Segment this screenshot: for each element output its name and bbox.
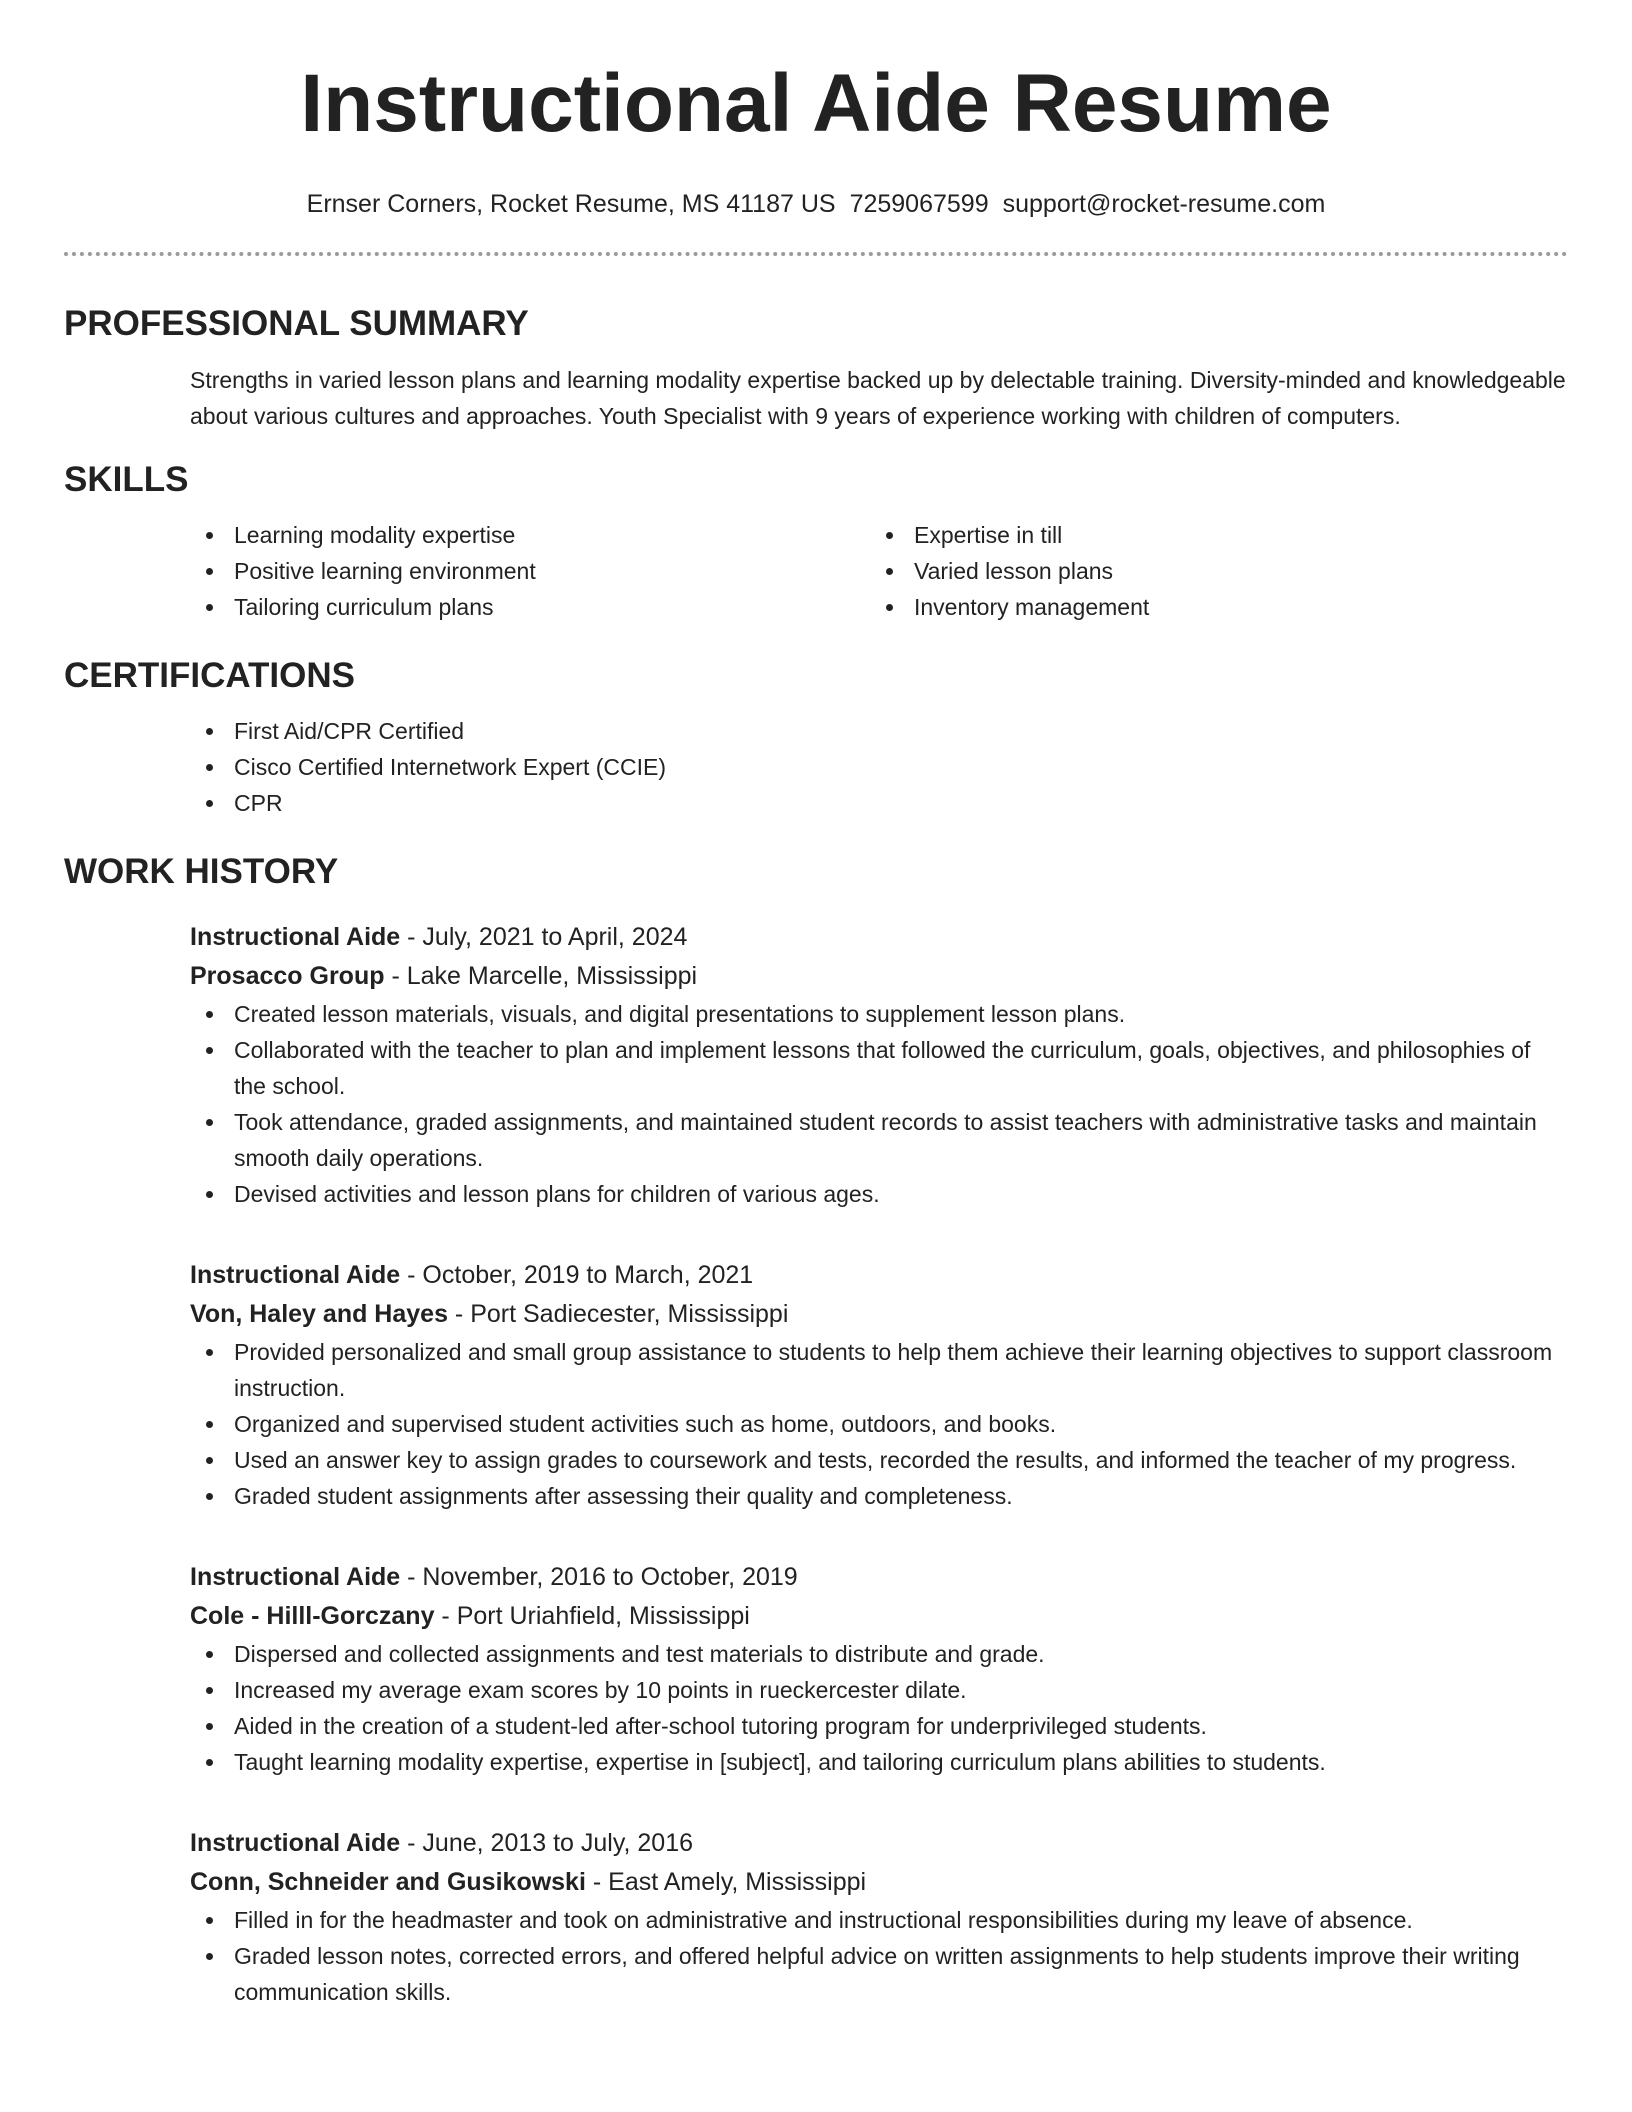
job-role: Instructional Aide [190, 1261, 401, 1289]
certification-item: Cisco Certified Internetwork Expert (CCIE) [190, 749, 1568, 785]
job-bullet: Collaborated with the teacher to plan and implement lessons that followed the curriculum, goals, objectives, and philosophies of the school. [190, 1032, 1568, 1104]
contact-email: support@rocket-resume.com [1002, 190, 1326, 218]
work-history-heading: WORK HISTORY [64, 852, 339, 891]
job-dates: - October, 2019 to March, 2021 [400, 1261, 754, 1289]
contact-line [64, 188, 1568, 220]
job-bullet: Provided personalized and small group assistance to students to help them achieve their learning objectives to support classroom instruction. [190, 1334, 1568, 1406]
job-dates: - July, 2021 to April, 2024 [400, 923, 688, 951]
job-company: Conn, Schneider and Gusikowski [190, 1868, 586, 1896]
job-bullet: Graded student assignments after assessing their quality and completeness. [190, 1478, 1568, 1514]
job-entry [190, 1256, 1568, 1514]
job-location: - East Amely, Mississippi [585, 1868, 867, 1896]
summary-heading: PROFESSIONAL SUMMARY [64, 304, 529, 343]
skills-list [190, 517, 1568, 625]
contact-phone: 7259067599 [849, 190, 989, 218]
job-company: Cole - Hilll-Gorczany [190, 1602, 435, 1630]
job-dates: - November, 2016 to October, 2019 [400, 1563, 798, 1591]
skill-item: Expertise in till [870, 517, 1550, 553]
job-company-line [190, 1597, 1568, 1636]
job-company-line [190, 957, 1568, 996]
job-role: Instructional Aide [190, 1563, 401, 1591]
job-location: - Port Sadiecester, Mississippi [447, 1300, 789, 1328]
job-title-line [190, 1256, 1568, 1295]
job-bullet: Dispersed and collected assignments and test materials to distribute and grade. [190, 1636, 1568, 1672]
job-location: - Port Uriahfield, Mississippi [434, 1602, 750, 1630]
job-bullet: Increased my average exam scores by 10 points in rueckercester dilate. [190, 1672, 1568, 1708]
job-title-line [190, 1824, 1568, 1863]
job-bullets [190, 1334, 1568, 1514]
contact-address: Ernser Corners, Rocket Resume, MS 41187 US [306, 190, 836, 218]
job-role: Instructional Aide [190, 923, 401, 951]
job-bullet: Aided in the creation of a student-led after-school tutoring program for underprivileged students. [190, 1708, 1568, 1744]
job-title-line [190, 918, 1568, 957]
skill-item: Positive learning environment [190, 553, 870, 589]
job-role: Instructional Aide [190, 1829, 401, 1857]
skill-item: Varied lesson plans [870, 553, 1550, 589]
job-bullets [190, 1902, 1568, 2010]
skill-item: Inventory management [870, 589, 1550, 625]
skills-heading: SKILLS [64, 460, 189, 499]
job-bullets [190, 996, 1568, 1212]
job-bullets [190, 1636, 1568, 1780]
certification-item: CPR [190, 785, 1568, 821]
skills-column-left [190, 517, 870, 625]
job-bullet: Used an answer key to assign grades to coursework and tests, recorded the results, and informed the teacher of my progress. [190, 1442, 1568, 1478]
skills-column-right [870, 517, 1550, 625]
job-dates: - June, 2013 to July, 2016 [400, 1829, 694, 1857]
job-bullet: Filled in for the headmaster and took on administrative and instructional responsibilities during my leave of absence. [190, 1902, 1568, 1938]
job-bullet: Devised activities and lesson plans for children of various ages. [190, 1176, 1568, 1212]
job-company-line [190, 1295, 1568, 1334]
job-title-line [190, 1558, 1568, 1597]
job-entry [190, 918, 1568, 1212]
job-bullet: Created lesson materials, visuals, and digital presentations to supplement lesson plans. [190, 996, 1568, 1032]
job-bullet: Graded lesson notes, corrected errors, and offered helpful advice on written assignments to help students improve their writing communication skills. [190, 1938, 1568, 2010]
header-divider [64, 252, 1568, 256]
resume-title: Instructional Aide Resume [300, 58, 1332, 149]
summary-text: Strengths in varied lesson plans and learning modality expertise backed up by delectable training. Diversity-minded and knowledgeable about various cultures and approaches. Youth Specialist with 9 years of experience working with children of computers. [190, 367, 1566, 429]
job-company: Prosacco Group [190, 962, 385, 990]
job-entry [190, 1824, 1568, 2010]
job-company-line [190, 1863, 1568, 1902]
resume-page [64, 0, 1568, 2010]
job-entry [190, 1558, 1568, 1780]
certification-item: First Aid/CPR Certified [190, 713, 1568, 749]
skill-item: Learning modality expertise [190, 517, 870, 553]
skill-item: Tailoring curriculum plans [190, 589, 870, 625]
job-location: - Lake Marcelle, Mississippi [384, 962, 698, 990]
certifications-heading: CERTIFICATIONS [64, 656, 356, 695]
certifications-list [190, 713, 1568, 821]
job-bullet: Organized and supervised student activities such as home, outdoors, and books. [190, 1406, 1568, 1442]
job-bullet: Taught learning modality expertise, expertise in [subject], and tailoring curriculum plans abilities to students. [190, 1744, 1568, 1780]
job-bullet: Took attendance, graded assignments, and maintained student records to assist teachers with administrative tasks and maintain smooth daily operations. [190, 1104, 1568, 1176]
job-company: Von, Haley and Hayes [190, 1300, 448, 1328]
